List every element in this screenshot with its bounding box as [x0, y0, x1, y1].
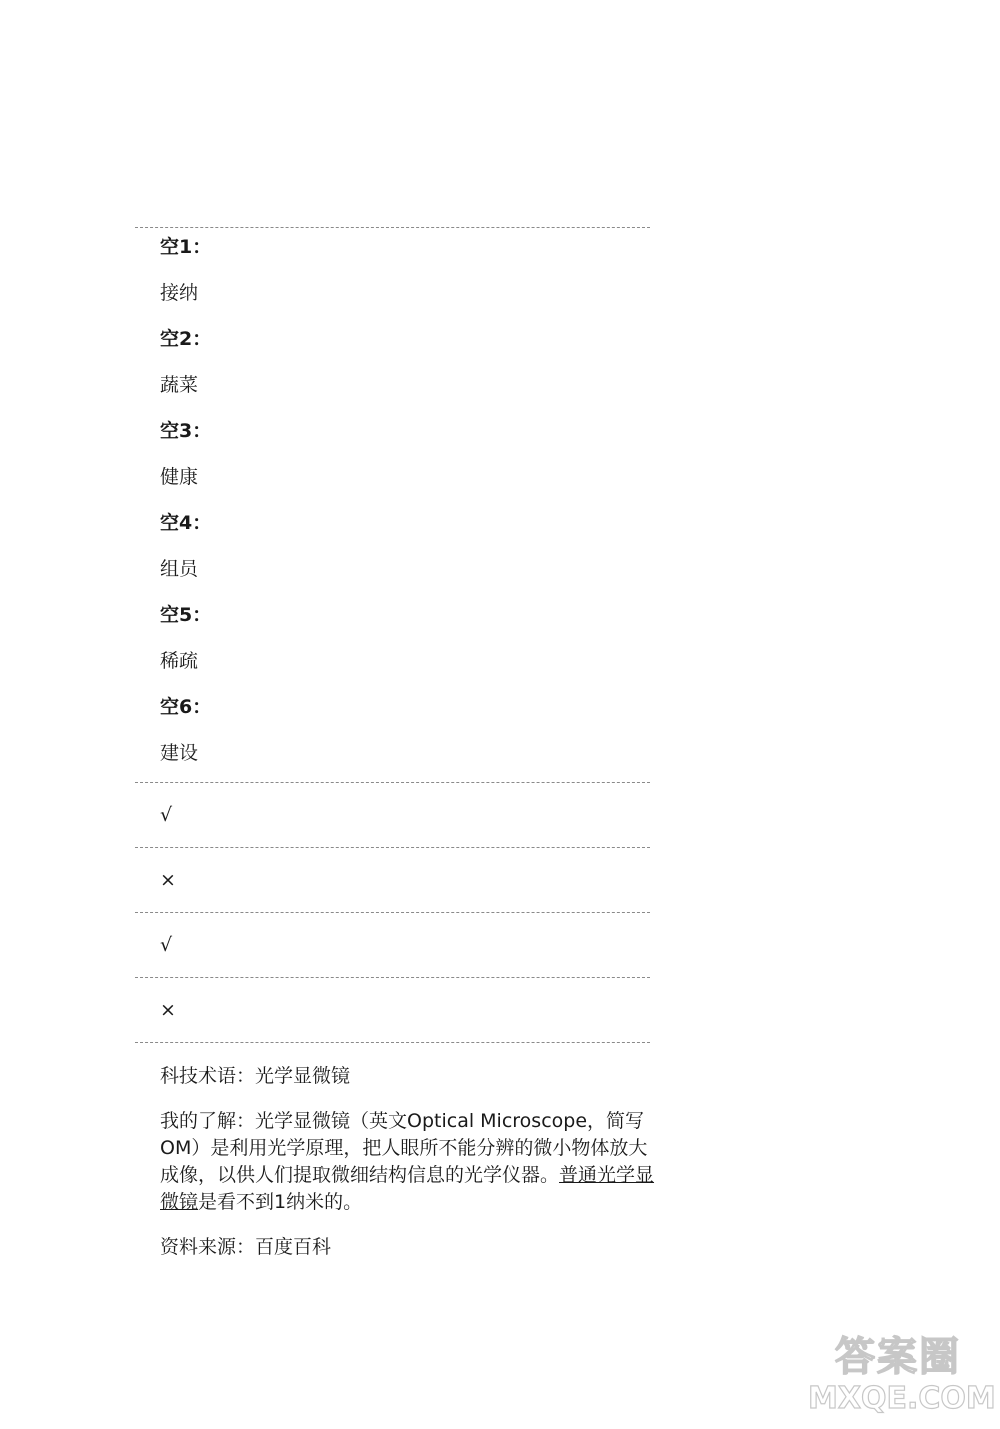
- judgement-row-3: √: [160, 934, 173, 956]
- blank-answer: 组员: [160, 558, 199, 580]
- fill-in-blank-section: [135, 228, 650, 782]
- blank-item-4: [160, 512, 650, 580]
- understanding-tail: 是看不到1纳米的。: [198, 1191, 363, 1213]
- source-line: 资料来源：百度百科: [160, 1236, 332, 1258]
- understanding-paragraph: [160, 1108, 655, 1216]
- blank-answer: 稀疏: [160, 650, 199, 672]
- science-term-note: [135, 1043, 655, 1261]
- blank-answer: 接纳: [160, 282, 199, 304]
- watermark-chinese: 答案圈: [835, 1334, 961, 1380]
- blank-item-5: [160, 604, 650, 672]
- blank-label: 空4：: [160, 512, 212, 534]
- blank-item-6: [160, 696, 650, 764]
- blank-answer: 建设: [160, 742, 199, 764]
- blank-label: 空2：: [160, 328, 212, 350]
- blank-label: 空3：: [160, 420, 212, 442]
- blank-answer: 蔬菜: [160, 374, 199, 396]
- understanding-main: 我的了解：光学显微镜（英文Optical Microscope，简写OM）是利用光学原理，把人眼所不能分辨的微小物体放大成像，以供人们提取微细结构信息的光学仪器。: [160, 1110, 648, 1186]
- blank-label: 空6：: [160, 696, 212, 718]
- watermark-domain: MXQE.COM: [808, 1381, 996, 1416]
- judgement-row-1: √: [160, 804, 173, 826]
- blank-item-1: [160, 236, 650, 304]
- blank-item-2: [160, 328, 650, 396]
- blank-label: 空5：: [160, 604, 212, 626]
- answer-sheet: [135, 227, 655, 1279]
- judgement-row-2: ×: [160, 869, 176, 891]
- term-line: 科技术语：光学显微镜: [160, 1065, 351, 1087]
- blank-label: 空1：: [160, 236, 212, 258]
- underlined-phrase: 普通光学显微镜: [160, 1164, 655, 1213]
- watermark-logo: [808, 1333, 996, 1423]
- blank-item-3: [160, 420, 650, 488]
- judgement-row-4: ×: [160, 999, 176, 1021]
- blank-answer: 健康: [160, 466, 199, 488]
